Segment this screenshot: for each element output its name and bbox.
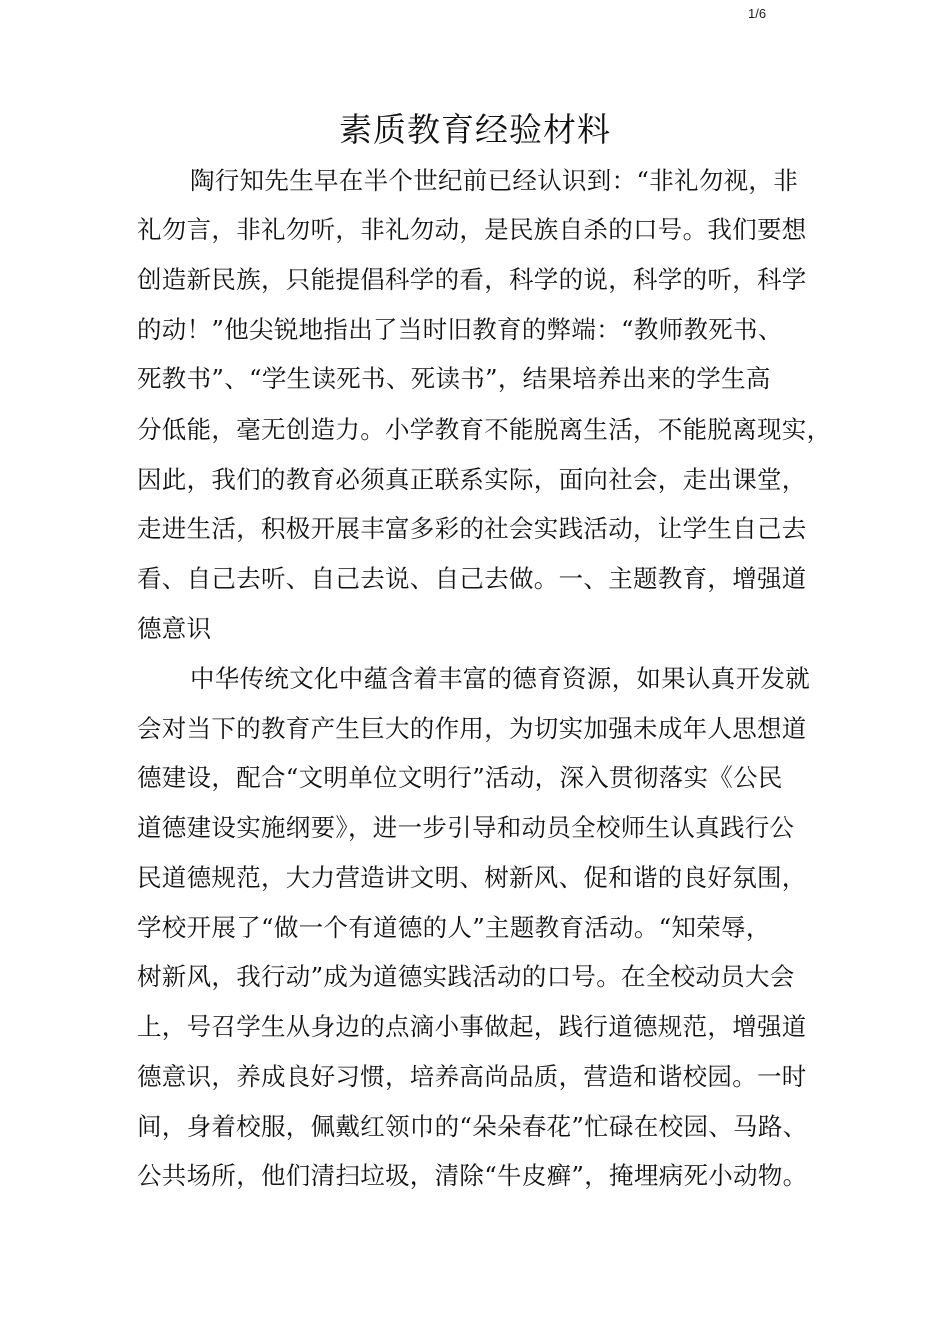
text-line: 间，身着校服，佩戴红领巾的“朵朵春花”忙碌在校园、马路、 xyxy=(137,1112,808,1141)
text-line: 看、自己去听、自己去说、自己去做。一、主题教育，增强道 xyxy=(137,564,807,593)
text-line: 民道德规范，大力营造讲文明、树新风、促和谐的良好氛围， xyxy=(137,863,807,892)
text-line: 的动！”他尖锐地指出了当时旧教育的弊端：“教师教死书、 xyxy=(137,315,783,344)
text-line: 德意识，养成良好习惯，培养高尚品质，营造和谐校园。一时 xyxy=(137,1062,807,1091)
document-title: 素质教育经验材料 xyxy=(339,110,611,149)
page-number: 1/6 xyxy=(748,6,767,21)
text-line: 德意识 xyxy=(137,614,212,643)
text-line: 上，号召学生从身边的点滴小事做起，践行道德规范，增强道 xyxy=(137,1012,807,1041)
text-line: 礼勿言，非礼勿听，非礼勿动，是民族自杀的口号。我们要想 xyxy=(137,215,807,244)
text-line: 学校开展了“做一个有道德的人”主题教育活动。“知荣辱， xyxy=(137,913,771,942)
text-line: 陶行知先生早在半个世纪前已经认识到：“非礼勿视，非 xyxy=(190,166,799,195)
text-line: 走进生活，积极开展丰富多彩的社会实践活动，让学生自己去 xyxy=(137,514,807,543)
text-line: 道德建设实施纲要》，进一步引导和动员全校师生认真践行公 xyxy=(137,813,795,842)
text-line: 会对当下的教育产生巨大的作用，为切实加强未成年人思想道 xyxy=(137,714,807,743)
text-line: 分低能，毫无创造力。小学教育不能脱离生活，不能脱离现实， xyxy=(137,415,832,444)
text-line: 中华传统文化中蕴含着丰富的德育资源，如果认真开发就 xyxy=(190,664,810,693)
text-line: 树新风，我行动”成为道德实践活动的口号。在全校动员大会 xyxy=(137,962,795,991)
text-line: 公共场所，他们清扫垃圾，清除“牛皮癣”，掩埋病死小动物。 xyxy=(137,1161,808,1190)
text-line: 因此，我们的教育必须真正联系实际，面向社会，走出课堂， xyxy=(137,465,807,494)
text-line: 死教书”、“学生读死书、死读书”，结果培养出来的学生高 xyxy=(137,364,771,393)
text-line: 德建设，配合“文明单位文明行”活动，深入贯彻落实《公民 xyxy=(137,763,783,792)
text-line: 创造新民族，只能提倡科学的看，科学的说，科学的听，科学 xyxy=(137,265,807,294)
